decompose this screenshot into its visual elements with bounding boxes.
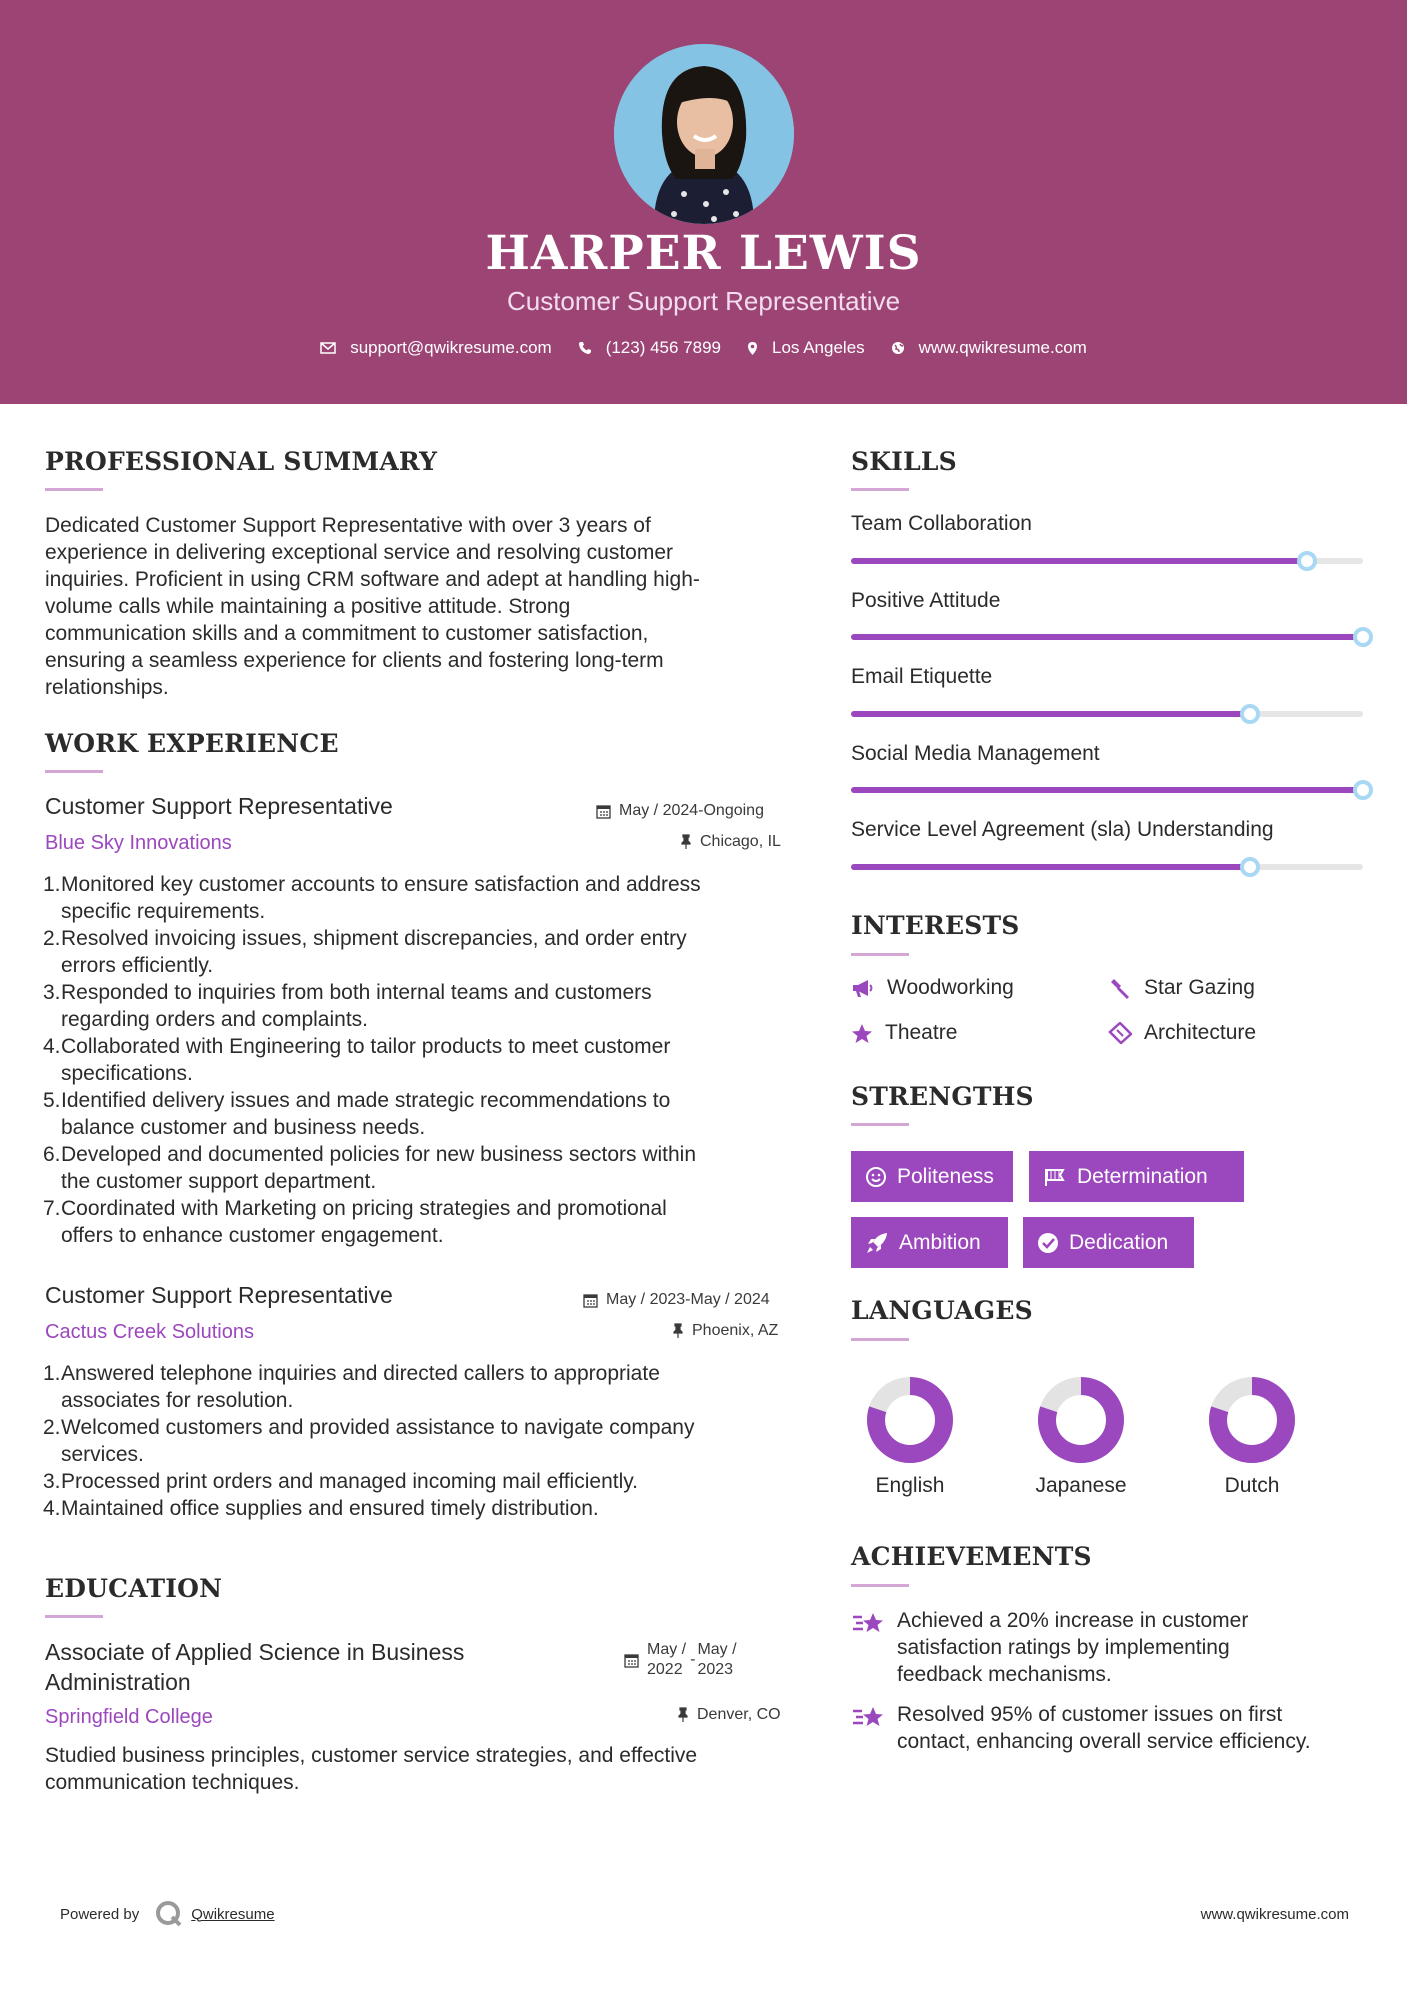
item-number: 5. bbox=[43, 1089, 61, 1112]
skill-bar-fill bbox=[851, 864, 1250, 870]
item-text bbox=[61, 1033, 813, 1087]
strength-badge bbox=[1023, 1217, 1194, 1268]
skill-bar bbox=[851, 864, 1363, 870]
list-item bbox=[43, 1141, 813, 1195]
profile-photo bbox=[614, 44, 794, 224]
item-line: specifications. bbox=[61, 1062, 193, 1085]
skill-bar-knob bbox=[1240, 704, 1260, 724]
calendar-icon bbox=[596, 804, 611, 819]
summary-line: relationships. bbox=[45, 676, 169, 699]
language-name: Dutch bbox=[1224, 1474, 1280, 1497]
interest-label: Woodworking bbox=[887, 976, 1014, 999]
job-location bbox=[672, 1322, 778, 1340]
item-number: 3. bbox=[43, 981, 61, 1004]
contact-location-text: Los Angeles bbox=[772, 338, 865, 357]
interest-label: Architecture bbox=[1144, 1021, 1257, 1044]
language-ring bbox=[1037, 1376, 1125, 1464]
achievements-heading: ACHIEVEMENTS bbox=[851, 1542, 1092, 1571]
flag-icon bbox=[1043, 1167, 1067, 1187]
skill-bar bbox=[851, 558, 1363, 564]
footer-website[interactable]: www.qwikresume.com bbox=[1200, 1906, 1349, 1923]
interest-item bbox=[1108, 976, 1255, 1000]
degree-title bbox=[45, 1637, 464, 1697]
skill-name: Team Collaboration bbox=[851, 512, 1032, 535]
summary-line: experience in delivering exceptional service and resolving customer bbox=[45, 541, 674, 564]
calendar-icon bbox=[583, 1293, 598, 1308]
list-item bbox=[43, 1195, 813, 1249]
achievement-line: Achieved a 20% increase in customer bbox=[897, 1609, 1249, 1632]
list-item bbox=[43, 1468, 813, 1495]
job-location-text: Phoenix, AZ bbox=[692, 1322, 779, 1339]
skill-bar bbox=[851, 634, 1363, 640]
item-text bbox=[61, 1414, 813, 1468]
end-date bbox=[697, 1640, 736, 1680]
skill-name: Service Level Agreement (sla) Understanding bbox=[851, 818, 1274, 841]
strength-badge bbox=[851, 1151, 1013, 1202]
envelope-icon bbox=[320, 342, 336, 354]
school-name: Springfield College bbox=[45, 1706, 213, 1728]
candidate-name: HARPER LEWIS bbox=[485, 226, 922, 281]
summary-line: Dedicated Customer Support Representative with over 3 years of bbox=[45, 514, 651, 537]
item-number: 2. bbox=[43, 927, 61, 950]
work-heading: WORK EXPERIENCE bbox=[45, 729, 339, 758]
powered-by-text: Powered by bbox=[60, 1905, 140, 1923]
achievement-line: satisfaction ratings by implementing bbox=[897, 1636, 1230, 1659]
item-line: Responded to inquiries from both internal teams and customers bbox=[61, 981, 652, 1004]
company-name: Cactus Creek Solutions bbox=[45, 1321, 254, 1343]
shooting-star-icon bbox=[851, 1703, 887, 1731]
list-item bbox=[43, 979, 813, 1033]
item-line: services. bbox=[61, 1443, 144, 1466]
candidate-role: Customer Support Representative bbox=[506, 286, 901, 316]
pushpin-icon bbox=[680, 834, 692, 850]
contact-phone-text: (123) 456 7899 bbox=[605, 338, 722, 357]
languages-underline bbox=[851, 1338, 909, 1341]
item-text bbox=[61, 1141, 813, 1195]
job-dates-text: May / 2023-May / 2024 bbox=[606, 1291, 770, 1308]
language-item bbox=[840, 1376, 980, 1498]
item-line: Answered telephone inquiries and directed callers to appropriate bbox=[61, 1362, 660, 1385]
achievement-item bbox=[851, 1607, 1371, 1688]
item-number: 6. bbox=[43, 1143, 61, 1166]
qwikresume-link[interactable]: Qwikresume bbox=[191, 1905, 275, 1923]
end-date-month: May / bbox=[697, 1641, 737, 1658]
education-location bbox=[677, 1706, 781, 1724]
skill-name: Social Media Management bbox=[851, 742, 1100, 765]
contact-email[interactable] bbox=[320, 338, 552, 358]
item-line: Developed and documented policies for new business sectors within bbox=[61, 1143, 697, 1166]
strength-badge bbox=[851, 1217, 1008, 1268]
item-line: errors efficiently. bbox=[61, 954, 214, 977]
item-number: 1. bbox=[43, 873, 61, 896]
strength-badge bbox=[1029, 1151, 1244, 1202]
language-ring bbox=[1208, 1376, 1296, 1464]
job-location bbox=[680, 833, 781, 851]
item-line: Monitored key customer accounts to ensure satisfaction and address bbox=[61, 873, 701, 896]
skill-bar-knob bbox=[1240, 857, 1260, 877]
item-text: Maintained office supplies and ensured timely distribution. bbox=[61, 1497, 599, 1520]
item-line: the customer support department. bbox=[61, 1170, 377, 1193]
shooting-star-icon bbox=[851, 1609, 887, 1637]
footer-powered-by bbox=[60, 1900, 275, 1928]
strength-label: Dedication bbox=[1069, 1230, 1169, 1254]
map-pin-icon bbox=[747, 341, 758, 356]
language-name: Japanese bbox=[1035, 1474, 1127, 1497]
list-item bbox=[43, 871, 813, 925]
job-title: Customer Support Representative bbox=[45, 1282, 393, 1308]
contact-phone[interactable] bbox=[578, 338, 721, 358]
star-icon bbox=[851, 1023, 873, 1044]
interest-item bbox=[851, 1021, 957, 1045]
skill-bar-knob bbox=[1297, 551, 1317, 571]
skill-bar-fill bbox=[851, 711, 1250, 717]
strengths-underline bbox=[851, 1123, 909, 1126]
start-date bbox=[647, 1640, 686, 1680]
education-dates bbox=[624, 1640, 737, 1680]
pushpin-icon bbox=[677, 1707, 689, 1723]
list-item bbox=[43, 1087, 813, 1141]
summary-heading: PROFESSIONAL SUMMARY bbox=[45, 447, 438, 476]
list-item bbox=[43, 1360, 813, 1414]
item-number: 2. bbox=[43, 1416, 61, 1439]
achievements-underline bbox=[851, 1584, 909, 1587]
company-name: Blue Sky Innovations bbox=[45, 832, 232, 854]
achievement-line: feedback mechanisms. bbox=[897, 1663, 1112, 1686]
achievement-text bbox=[897, 1701, 1311, 1755]
language-name: English bbox=[875, 1474, 945, 1497]
strength-label: Politeness bbox=[897, 1164, 994, 1188]
megaphone-icon bbox=[851, 978, 875, 998]
interests-underline bbox=[851, 953, 909, 956]
interest-item bbox=[1108, 1021, 1256, 1045]
skills-heading: SKILLS bbox=[851, 447, 957, 476]
contact-bar bbox=[0, 338, 1407, 358]
language-item bbox=[1011, 1376, 1151, 1498]
globe-icon bbox=[891, 341, 905, 355]
job-duties bbox=[43, 871, 813, 1249]
interest-label: Star Gazing bbox=[1144, 976, 1255, 999]
item-line: Collaborated with Engineering to tailor products to meet customer bbox=[61, 1035, 671, 1058]
achievement-line: contact, enhancing overall service efficiency. bbox=[897, 1730, 1311, 1753]
achievement-item bbox=[851, 1701, 1371, 1755]
education-heading: EDUCATION bbox=[45, 1574, 223, 1603]
calendar-icon bbox=[624, 1653, 639, 1668]
item-text bbox=[61, 871, 813, 925]
rocket-icon bbox=[865, 1231, 889, 1255]
item-line: associates for resolution. bbox=[61, 1389, 294, 1412]
skill-name: Positive Attitude bbox=[851, 589, 1001, 612]
language-ring bbox=[866, 1376, 954, 1464]
start-date-year: 2022 bbox=[647, 1661, 683, 1678]
job-duties bbox=[43, 1360, 813, 1522]
item-text bbox=[61, 979, 813, 1033]
skills-underline bbox=[851, 488, 909, 491]
job-dates bbox=[596, 802, 764, 820]
summary-line: ensuring a seamless experience for clients and fostering long-term bbox=[45, 649, 664, 672]
skill-bar-knob bbox=[1353, 780, 1373, 800]
work-underline bbox=[45, 770, 103, 773]
job-dates-text: May / 2024-Ongoing bbox=[619, 802, 764, 819]
resume-header bbox=[0, 0, 1407, 404]
summary-text bbox=[45, 512, 805, 701]
job-title: Customer Support Representative bbox=[45, 793, 393, 819]
strengths-heading: STRENGTHS bbox=[851, 1082, 1034, 1111]
contact-location bbox=[747, 338, 865, 358]
list-item bbox=[43, 1495, 813, 1522]
skill-bar bbox=[851, 787, 1363, 793]
list-item bbox=[43, 925, 813, 979]
item-line: Identified delivery issues and made strategic recommendations to bbox=[61, 1089, 671, 1112]
item-text bbox=[61, 1195, 813, 1249]
item-text: Processed print orders and managed incoming mail efficiently. bbox=[61, 1470, 639, 1493]
end-date-year: 2023 bbox=[697, 1661, 734, 1678]
item-line: Resolved invoicing issues, shipment discrepancies, and order entry bbox=[61, 927, 687, 950]
skill-bar-knob bbox=[1353, 627, 1373, 647]
summary-line: volume calls while maintaining a positive attitude. Strong bbox=[45, 595, 571, 618]
job-dates bbox=[583, 1291, 770, 1309]
job-location-text: Chicago, IL bbox=[700, 833, 781, 850]
education-description-line: Studied business principles, customer service strategies, and effective bbox=[45, 1744, 698, 1767]
interest-item bbox=[851, 976, 1014, 1000]
summary-line: inquiries. Proficient in using CRM software and adept at handling high- bbox=[45, 568, 700, 591]
ticket-icon bbox=[1108, 1022, 1132, 1044]
education-location-text: Denver, CO bbox=[697, 1706, 781, 1723]
contact-website-text: www.qwikresume.com bbox=[918, 338, 1087, 357]
start-date-month: May / bbox=[647, 1641, 687, 1658]
education-description-line: communication techniques. bbox=[45, 1771, 300, 1794]
phone-icon bbox=[578, 341, 592, 355]
check-circle-icon bbox=[1037, 1232, 1059, 1254]
contact-website[interactable] bbox=[891, 338, 1087, 358]
item-line: balance customer and business needs. bbox=[61, 1116, 426, 1139]
item-line: regarding orders and complaints. bbox=[61, 1008, 369, 1031]
degree-line: Associate of Applied Science in Business bbox=[45, 1639, 465, 1665]
item-line: Welcomed customers and provided assistance to navigate company bbox=[61, 1416, 695, 1439]
item-number: 7. bbox=[43, 1197, 61, 1220]
item-number: 4. bbox=[43, 1497, 61, 1520]
achievement-text bbox=[897, 1607, 1248, 1688]
item-text bbox=[61, 925, 813, 979]
summary-underline bbox=[45, 488, 103, 491]
gavel-icon bbox=[1108, 977, 1132, 999]
skill-bar-fill bbox=[851, 558, 1307, 564]
contact-email-text: support@qwikresume.com bbox=[350, 338, 552, 357]
item-number: 4. bbox=[43, 1035, 61, 1058]
pushpin-icon bbox=[672, 1323, 684, 1339]
item-number: 1. bbox=[43, 1362, 61, 1385]
date-separator: - bbox=[690, 1651, 696, 1668]
interests-heading: INTERESTS bbox=[851, 911, 1020, 940]
skill-name: Email Etiquette bbox=[851, 665, 993, 688]
education-underline bbox=[45, 1615, 103, 1618]
degree-line: Administration bbox=[45, 1669, 191, 1695]
list-item bbox=[43, 1033, 813, 1087]
summary-line: communication skills and a commitment to customer satisfaction, bbox=[45, 622, 649, 645]
interest-label: Theatre bbox=[885, 1021, 958, 1044]
skill-bar-fill bbox=[851, 787, 1363, 793]
item-line: offers to enhance customer engagement. bbox=[61, 1224, 444, 1247]
item-line: specific requirements. bbox=[61, 900, 266, 923]
strength-label: Determination bbox=[1077, 1164, 1208, 1188]
item-text bbox=[61, 1087, 813, 1141]
item-number: 3. bbox=[43, 1470, 61, 1493]
item-line: Coordinated with Marketing on pricing strategies and promotional bbox=[61, 1197, 667, 1220]
language-item bbox=[1182, 1376, 1322, 1498]
achievement-line: Resolved 95% of customer issues on first bbox=[897, 1703, 1283, 1726]
qwikresume-logo-icon bbox=[155, 1900, 183, 1928]
skill-bar bbox=[851, 711, 1363, 717]
languages-heading: LANGUAGES bbox=[851, 1296, 1033, 1325]
strength-label: Ambition bbox=[899, 1230, 981, 1254]
smile-icon bbox=[865, 1166, 887, 1188]
list-item bbox=[43, 1414, 813, 1468]
skill-bar-fill bbox=[851, 634, 1363, 640]
item-text bbox=[61, 1360, 813, 1414]
education-description bbox=[45, 1742, 815, 1796]
